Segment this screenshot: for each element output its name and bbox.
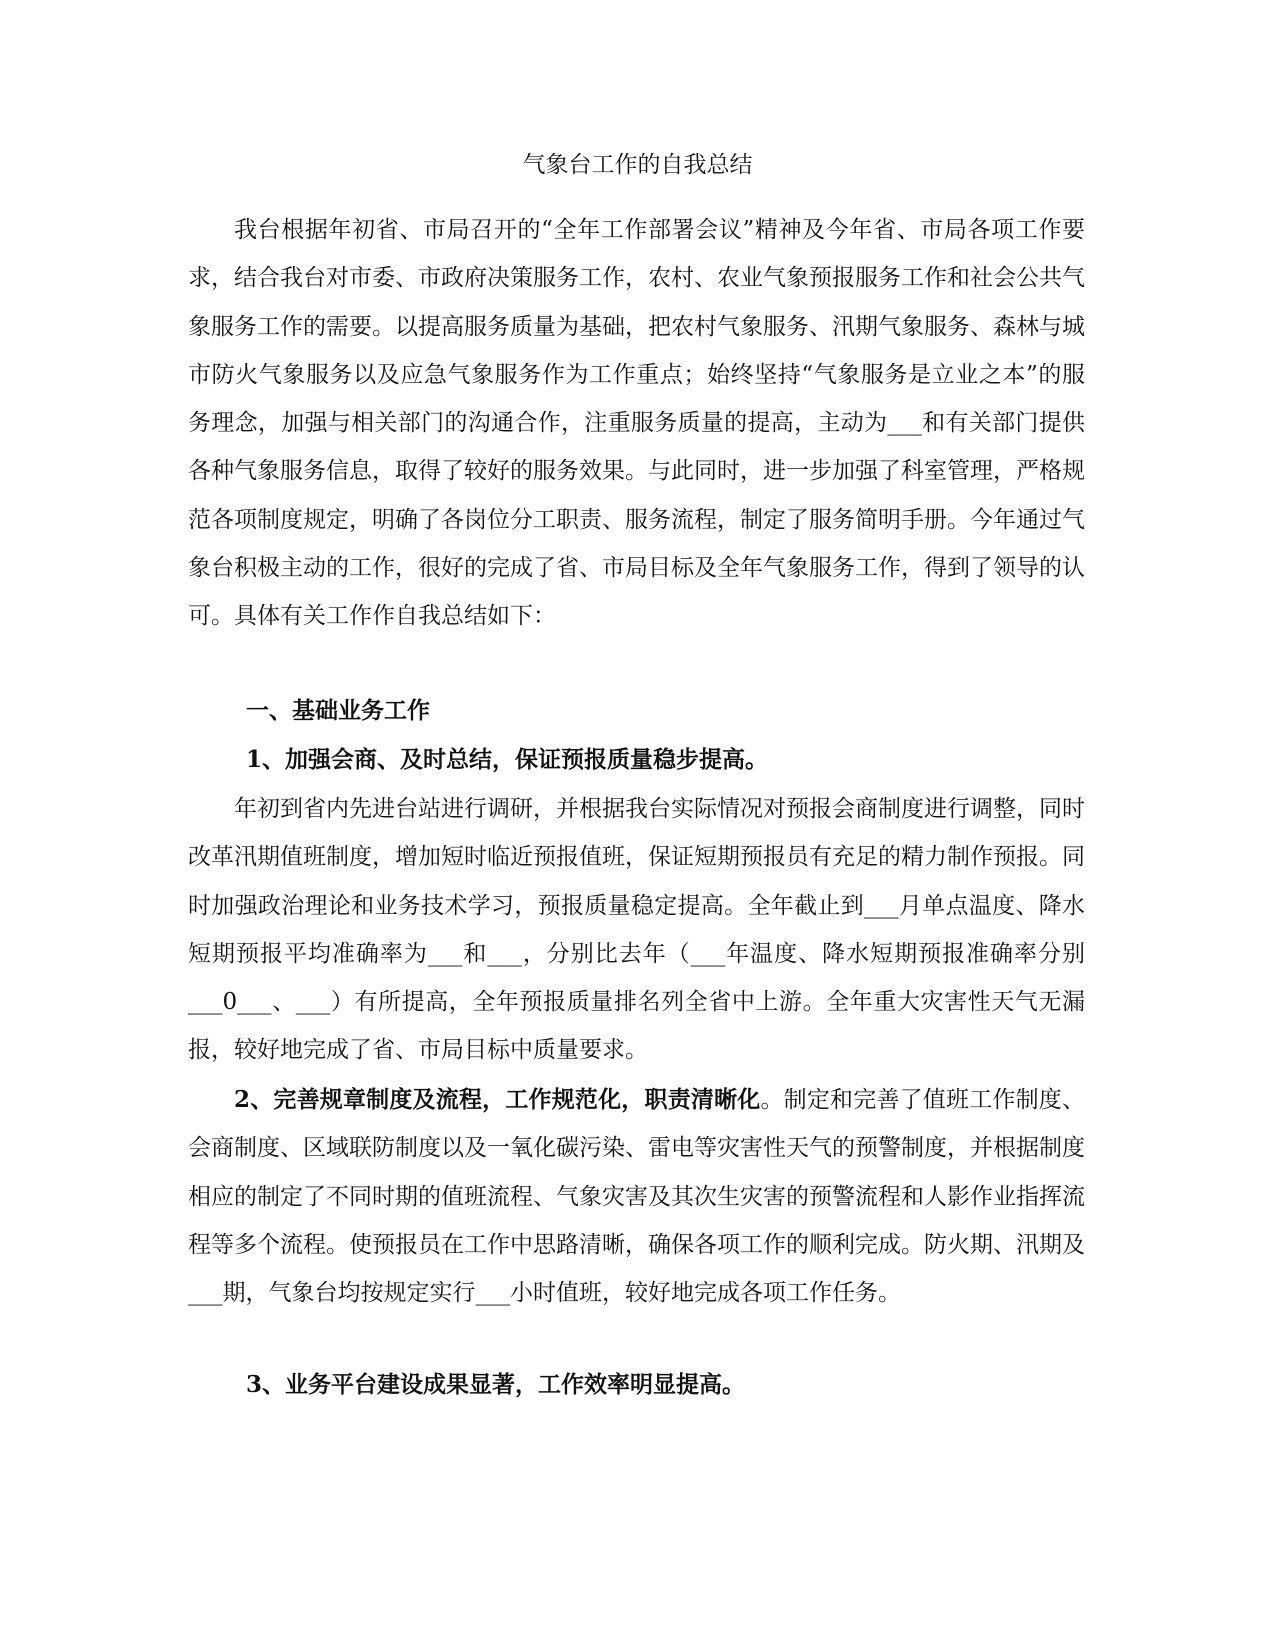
intro-paragraph: 我台根据年初省、市局召开的“全年工作部署会议”精神及今年省、市局各项工作要求，结合我台对市委、市政府决策服务工作，农村、农业气象预报服务工作和社会公共气象服务工作的需要。以提高服务质量为基础，把农村气象服务、汛期气象服务、森林与城市防火气象服务以及应急气象服务作为工作重点；始终坚持“气象服务是立业之本”的服务理念，加强与相关部门的沟通合作，注重服务质量的提高，主动为___和有关部门提供各种气象服务信息，取得了较好的服务效果。与此同时，进一步加强了科室管理，严格规范各项制度规定，明确了各岗位分工职责、服务流程，制定了服务简明手册。今年通过气象台积极主动的工作，很好的完成了省、市局目标及全年气象服务工作，得到了领导的认可。具体有关工作作自我总结如下： [188,217,1085,630]
item-heading-2: 2、完善规章制度及流程，工作规范化，职责清晰化 [234,1086,761,1113]
document-title: 气象台工作的自我总结 [522,152,753,178]
item-paragraph-1: 年初到省内先进台站进行调研，并根据我台实际情况对预报会商制度进行调整，同时改革汛期值班制度，增加短时临近预报值班，保证短期预报员有充足的精力制作预报。同时加强政治理论和业务技术学习，预报质量稳定提高。全年截止到___月单点温度、降水短期预报平均准确率为___和___，分别比去年（___年温度、降水短期预报准确率分别___0___、___）有所提高，全年预报质量排名列全省中上游。全年重大灾害性天气无漏报，较好地完成了省、市局目标中质量要求。 [188,796,1085,1064]
item-text-2: 。制定和完善了值班工作制度、会商制度、区域联防制度以及一氧化碳污染、雷电等灾害性天气的预警制度，并根据制度相应的制定了不同时期的值班流程、气象灾害及其次生灾害的预警流程和人影作业指挥流程等多个流程。使预报员在工作中思路清晰，确保各项工作的顺利完成。防火期、汛期及___期，气象台均按规定实行___小时值班，较好地完成各项工作任务。 [188,1087,1085,1307]
item-heading-1: 1、加强会商、及时总结，保证预报质量稳步提高。 [246,746,769,773]
item-paragraph-2 [188,1076,1085,1317]
section-heading-basic-work: 一、基础业务工作 [246,697,430,724]
item-heading-3: 3、业务平台建设成果显著，工作效率明显提高。 [246,1371,746,1398]
